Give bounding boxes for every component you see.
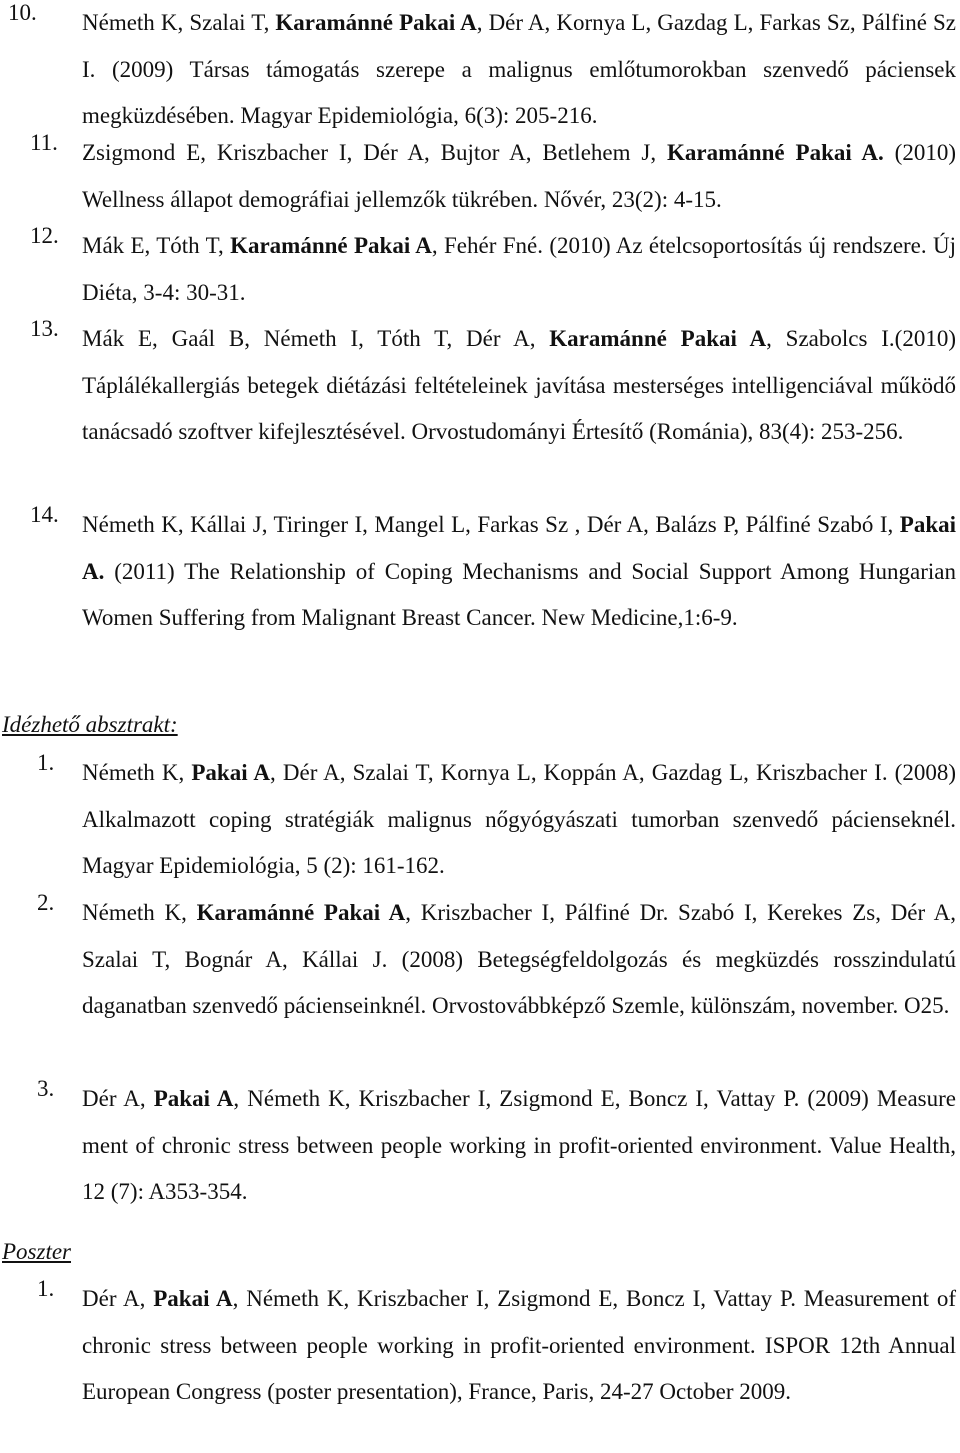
reference-number: 11. [30,130,58,155]
reference-number: 13. [30,316,59,341]
reference-fragment: , Dér A, Szalai T, Kornya L, Koppán A, Gazdag L, Kriszbacher I. (2008) Alkalmazott coping stratégiák malignus nőgyógyászati tumorban szenvedő pácienseknél. Magyar Epidemiológia, 5 (2): 161-162. [82,760,956,878]
reference-text [82,750,956,890]
reference-number: 14. [30,502,59,527]
reference-fragment: Mák E, Gaál B, Németh I, Tóth T, Dér A, [82,326,550,351]
reference-number: 10. [8,0,37,25]
reference-number: 2. [37,890,55,915]
reference-fragment: , Szabolcs I.(2010) Táplálékallergiás betegek diétázási feltételeinek javítása mesterséges intelligenciával működő tanácsadó szoftver kifejlesztésével. Orvostudományi Értesítő (Románia), 83(4): 253-256. [82,326,956,444]
reference-fragment: Németh K, Szalai T, [82,10,276,35]
reference-text [82,130,956,223]
author-highlight: Karamánné Pakai A [275,10,477,35]
reference-fragment: , Kriszbacher I, Pálfiné Dr. Szabó I, Kerekes Zs, Dér A, Szalai T, Bognár A, Kállai J. (2008) Betegségfeldolgozás és megküzdés rosszindulatú daganatban szenvedő pácienseinknél. Orvostovábbképző Szemle, különszám, november. O25. [82,900,956,1018]
author-highlight: Karamánné Pakai A [196,900,406,925]
reference-fragment: Németh K, [82,900,197,925]
reference-fragment: Németh K, [82,760,192,785]
reference-fragment: Dér A, [82,1286,154,1311]
reference-text [82,890,956,1030]
author-highlight: Karamánné Pakai A [230,233,432,258]
reference-fragment: (2011) The Relationship of Coping Mechanisms and Social Support Among Hungarian Women Suffering from Malignant Breast Cancer. New Medicine,1:6-9. [82,558,956,630]
reference-text [82,1076,956,1216]
reference-number: 1. [37,750,55,775]
reference-number: 12. [30,223,59,248]
author-highlight: Pakai A. [82,512,956,584]
reference-fragment: , Dér A, Kornya L, Gazdag L, Farkas Sz, Pálfiné Sz I. (2009) Társas támogatás szerepe a malignus emlőtumorokban szenvedő páciensek megküzdésében. Magyar Epidemiológia, 6(3): 205-216. [82,10,956,128]
reference-fragment: Zsigmond E, Kriszbacher I, Dér A, Bujtor A, Betlehem J, [82,140,668,165]
reference-fragment: Mák E, Tóth T, [82,233,231,258]
author-highlight: Karamánné Pakai A [549,326,767,351]
author-highlight: Pakai A [153,1286,233,1311]
reference-number: 3. [37,1076,55,1101]
reference-fragment: Dér A, [82,1086,154,1111]
reference-text [82,502,956,642]
author-highlight: Pakai A [191,760,271,785]
reference-fragment: (2010) Wellness állapot demográfiai jellemzők tükrében. Nővér, 23(2): 4-15. [82,140,957,212]
author-highlight: Pakai A [153,1086,234,1111]
abstracts-heading: Idézhető absztrakt: [2,712,178,737]
author-highlight: Karamánné Pakai A. [667,140,884,165]
reference-text [82,223,956,316]
reference-fragment: , Fehér Fné. (2010) Az ételcsoportosítás új rendszere. Új Diéta, 3-4: 30-31. [82,233,956,305]
reference-fragment: , Németh K, Kriszbacher I, Zsigmond E, Boncz I, Vattay P. (2009) Measure ment of chronic stress between people working in profit-oriented environment. Value Health, 12 (7): A353-354. [82,1086,956,1204]
reference-text [82,0,956,140]
reference-number: 1. [37,1276,55,1301]
reference-fragment: , Németh K, Kriszbacher I, Zsigmond E, Boncz I, Vattay P. Measurement of chronic stress between people working in profit-oriented environment. ISPOR 12th Annual European Congress (poster presentation), France, Paris, 24-27 October 2009. [82,1286,956,1404]
reference-text [82,1276,956,1416]
reference-fragment: Németh K, Kállai J, Tiringer I, Mangel L, Farkas Sz , Dér A, Balázs P, Pálfiné Szabó I, [82,512,900,537]
poster-heading: Poszter [2,1239,71,1264]
reference-text [82,316,956,456]
